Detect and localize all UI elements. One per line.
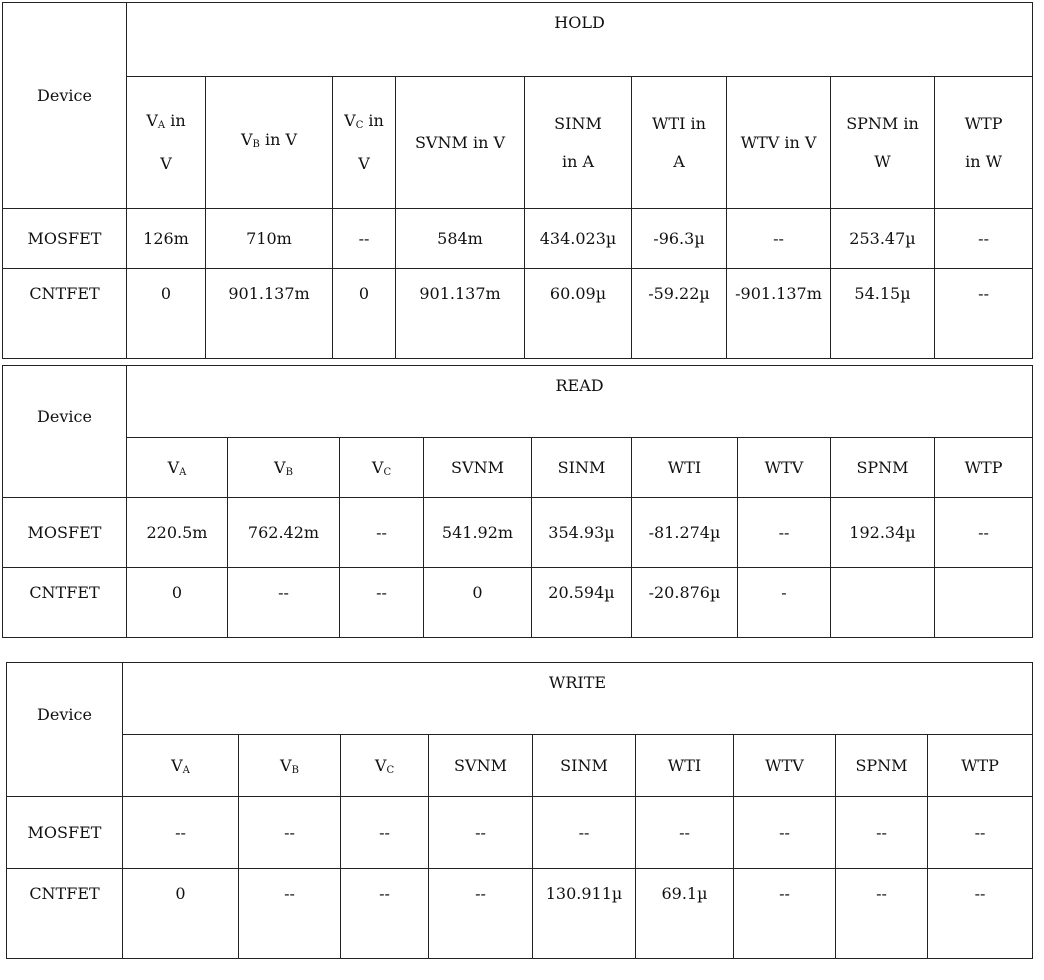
column-header: WTV: [734, 735, 836, 797]
value-cell: --: [533, 797, 636, 869]
value-cell: 762.42m: [228, 498, 340, 568]
value-cell: 253.47µ: [831, 209, 935, 269]
value-cell: --: [935, 209, 1033, 269]
column-header: $V_B$ in V: [206, 77, 333, 209]
section-title-read: READ: [127, 366, 1033, 438]
value-cell: 69.1µ: [636, 869, 734, 959]
value-cell: --: [239, 869, 341, 959]
value-cell: --: [239, 797, 341, 869]
value-cell: --: [734, 797, 836, 869]
column-header: WTI: [632, 438, 738, 498]
value-cell: 130.911µ: [533, 869, 636, 959]
value-cell: --: [341, 869, 429, 959]
column-header: SVNM: [429, 735, 533, 797]
column-header: $V_A$: [123, 735, 239, 797]
value-cell: 0: [424, 568, 532, 638]
table-row: [7, 869, 1033, 959]
value-cell: --: [734, 869, 836, 959]
value-cell: 710m: [206, 209, 333, 269]
value-cell: 54.15µ: [831, 269, 935, 359]
value-cell: 584m: [396, 209, 525, 269]
value-cell: --: [727, 209, 831, 269]
value-cell: --: [928, 869, 1033, 959]
value-cell: --: [123, 797, 239, 869]
column-header: SPNM: [831, 438, 935, 498]
value-cell: [935, 568, 1033, 638]
value-cell: -59.22µ: [632, 269, 727, 359]
value-cell: --: [333, 209, 396, 269]
device-cell: CNTFET: [3, 568, 127, 638]
table-row: [3, 269, 1033, 359]
value-cell: 192.34µ: [831, 498, 935, 568]
table-row: [3, 498, 1033, 568]
column-header: WTP: [935, 438, 1033, 498]
column-header: SINM: [533, 735, 636, 797]
column-header: WTV in V: [727, 77, 831, 209]
section-title-hold: HOLD: [127, 3, 1033, 77]
column-header: SVNM: [424, 438, 532, 498]
value-cell: -96.3µ: [632, 209, 727, 269]
value-cell: --: [738, 498, 831, 568]
column-header: WTI: [636, 735, 734, 797]
device-cell: MOSFET: [3, 498, 127, 568]
device-header: Device: [3, 366, 127, 498]
device-cell: MOSFET: [7, 797, 123, 869]
value-cell: 220.5m: [127, 498, 228, 568]
value-cell: --: [636, 797, 734, 869]
value-cell: -81.274µ: [632, 498, 738, 568]
column-header: $V_B$: [228, 438, 340, 498]
column-header: SINM in A: [525, 77, 632, 209]
column-header: $V_A$: [127, 438, 228, 498]
hold-table: [2, 2, 1033, 359]
value-cell: --: [341, 797, 429, 869]
value-cell: 434.023µ: [525, 209, 632, 269]
column-header: SPNM: [836, 735, 928, 797]
value-cell: 354.93µ: [532, 498, 632, 568]
value-cell: --: [935, 269, 1033, 359]
value-cell: --: [935, 498, 1033, 568]
value-cell: 20.594µ: [532, 568, 632, 638]
value-cell: --: [928, 797, 1033, 869]
value-cell: --: [836, 869, 928, 959]
section-title-write: WRITE: [123, 663, 1033, 735]
value-cell: 541.92m: [424, 498, 532, 568]
column-header: $V_C$: [341, 735, 429, 797]
device-header: Device: [3, 3, 127, 209]
column-header: $V_C$ in V: [333, 77, 396, 209]
table-row: [7, 797, 1033, 869]
value-cell: 60.09µ: [525, 269, 632, 359]
column-header: SINM: [532, 438, 632, 498]
value-cell: --: [429, 797, 533, 869]
value-cell: --: [340, 498, 424, 568]
value-cell: --: [429, 869, 533, 959]
value-cell: --: [836, 797, 928, 869]
value-cell: 126m: [127, 209, 206, 269]
column-header: WTP in W: [935, 77, 1033, 209]
column-header: $V_B$: [239, 735, 341, 797]
value-cell: -20.876µ: [632, 568, 738, 638]
value-cell: 0: [127, 568, 228, 638]
value-cell: --: [228, 568, 340, 638]
read-table: [2, 365, 1033, 638]
column-header: SVNM in V: [396, 77, 525, 209]
value-cell: 0: [333, 269, 396, 359]
value-cell: 901.137m: [396, 269, 525, 359]
value-cell: [831, 568, 935, 638]
value-cell: -901.137m: [727, 269, 831, 359]
column-header: WTI in A: [632, 77, 727, 209]
table-row: [3, 209, 1033, 269]
value-cell: 0: [127, 269, 206, 359]
device-cell: CNTFET: [3, 269, 127, 359]
column-header: $V_C$: [340, 438, 424, 498]
value-cell: --: [340, 568, 424, 638]
value-cell: -: [738, 568, 831, 638]
device-cell: MOSFET: [3, 209, 127, 269]
column-header: WTV: [738, 438, 831, 498]
value-cell: 0: [123, 869, 239, 959]
table-row: [3, 568, 1033, 638]
column-header: WTP: [928, 735, 1033, 797]
device-cell: CNTFET: [7, 869, 123, 959]
value-cell: 901.137m: [206, 269, 333, 359]
column-header: $V_A$ in V: [127, 77, 206, 209]
column-header: SPNM in W: [831, 77, 935, 209]
write-table: [6, 662, 1033, 959]
device-header: Device: [7, 663, 123, 797]
